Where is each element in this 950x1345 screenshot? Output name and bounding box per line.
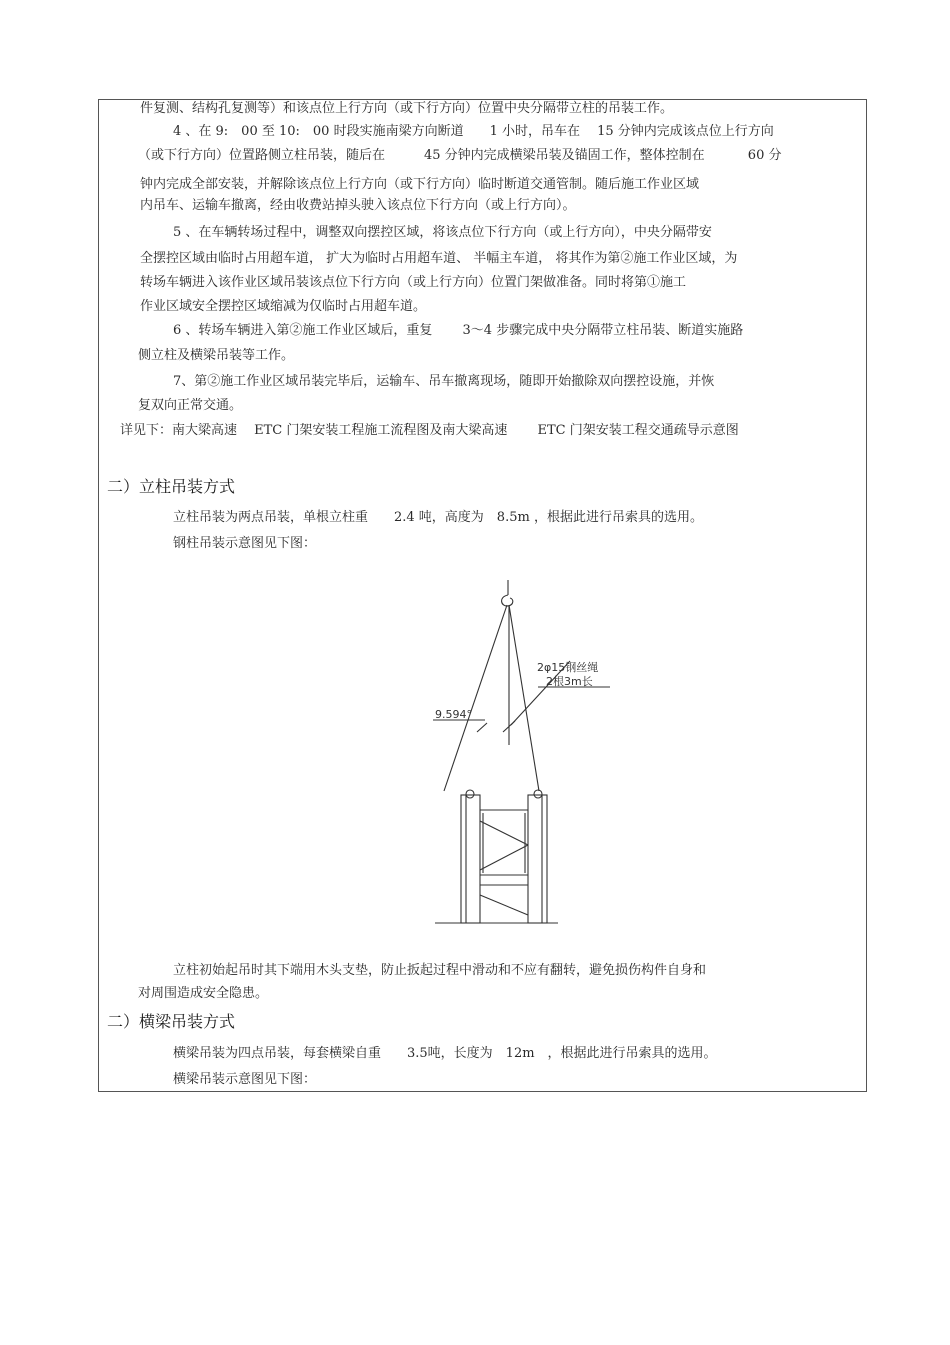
sling-right bbox=[509, 605, 539, 791]
text-line-8: 转场车辆进入该作业区域吊装该点位下行方向（或上行方向）位置门架做准备。同时将第①施工 bbox=[140, 275, 687, 290]
column-figure-caption: 钢柱吊装示意图见下图： bbox=[173, 536, 317, 551]
rope-label-line1: 2φ15钢丝绳 bbox=[537, 661, 599, 674]
text-line-3: （或下行方向）位置路侧立柱吊装，随后在 45 分钟内完成横梁吊装及锚固工作，整体控制在 60 分 bbox=[138, 148, 782, 163]
text-line-12: 7、第②施工作业区域吊装完毕后，运输车、吊车撤离现场，随即开始撤除双向摆控设施，并恢 bbox=[173, 374, 715, 389]
section-heading-beam-lifting: 二）横梁吊装方式 bbox=[107, 1012, 236, 1031]
lift-point-right bbox=[534, 790, 542, 798]
text-line-7: 全摆控区域由临时占用超车道， 扩大为临时占用超车道、 半幅主车道， 将其作为第②施工作业区域，为 bbox=[140, 251, 738, 266]
column-left bbox=[461, 795, 480, 923]
text-line-14: 详见下：南大梁高速 ETC 门架安装工程施工流程图及南大梁高速 ETC 门架安装工程交通疏导示意图 bbox=[120, 423, 739, 438]
column-lifting-note-1: 立柱初始起吊时其下端用木头支垫，防止扳起过程中滑动和不应有翻转，避免损伤构件自身和 bbox=[173, 963, 707, 978]
beam-figure-caption: 横梁吊装示意图见下图： bbox=[173, 1072, 317, 1087]
sling-left bbox=[444, 605, 507, 791]
column-right bbox=[528, 795, 547, 923]
text-line-1: 件复测、结构孔复测等）和该点位上行方向（或下行方向）位置中央分隔带立柱的吊装工作。 bbox=[140, 101, 674, 116]
beam-lifting-paragraph: 横梁吊装为四点吊装，每套横梁自重 3.5吨，长度为 12m ，根据此进行吊索具的选用。 bbox=[173, 1046, 717, 1061]
text-line-11: 侧立柱及横梁吊装等工作。 bbox=[138, 348, 295, 363]
text-line-10: 6 、转场车辆进入第②施工作业区域后，重复 3～4 步骤完成中央分隔带立柱吊装、断道实施路 bbox=[173, 323, 744, 338]
text-line-13: 复双向正常交通。 bbox=[138, 398, 243, 413]
text-line-5: 内吊车、运输车撤离，经由收费站掉头驶入该点位下行方向（或上行方向）。 bbox=[140, 198, 576, 213]
hook-icon bbox=[502, 595, 513, 606]
column-lifting-note-2: 对周围造成安全隐患。 bbox=[138, 986, 269, 1001]
column-lifting-paragraph: 立柱吊装为两点吊装，单根立柱重 2.4 吨，高度为 8.5m ，根据此进行吊索具的选用。 bbox=[173, 510, 703, 525]
text-line-2: 4 、在 9: 00 至 10: 00 时段实施南梁方向断道 1 小时，吊车在 15 分钟内完成该点位上行方向 bbox=[173, 124, 774, 139]
text-line-4: 钟内完成全部安装，并解除该点位上行方向（或下行方向）临时断道交通管制。随后施工作业区域 bbox=[140, 177, 700, 192]
column-lifting-diagram bbox=[425, 575, 599, 935]
text-line-6: 5 、在车辆转场过程中，调整双向摆控区域，将该点位下行方向（或上行方向），中央分隔带安 bbox=[173, 225, 712, 240]
lift-point-left bbox=[466, 790, 474, 798]
section-heading-column-lifting: 二）立柱吊装方式 bbox=[107, 477, 236, 496]
text-line-9: 作业区域安全摆控区域缩减为仅临时占用超车道。 bbox=[140, 299, 427, 314]
angle-label: 9.594° bbox=[435, 708, 472, 721]
rope-label-line2: 2根3m长 bbox=[546, 675, 593, 688]
